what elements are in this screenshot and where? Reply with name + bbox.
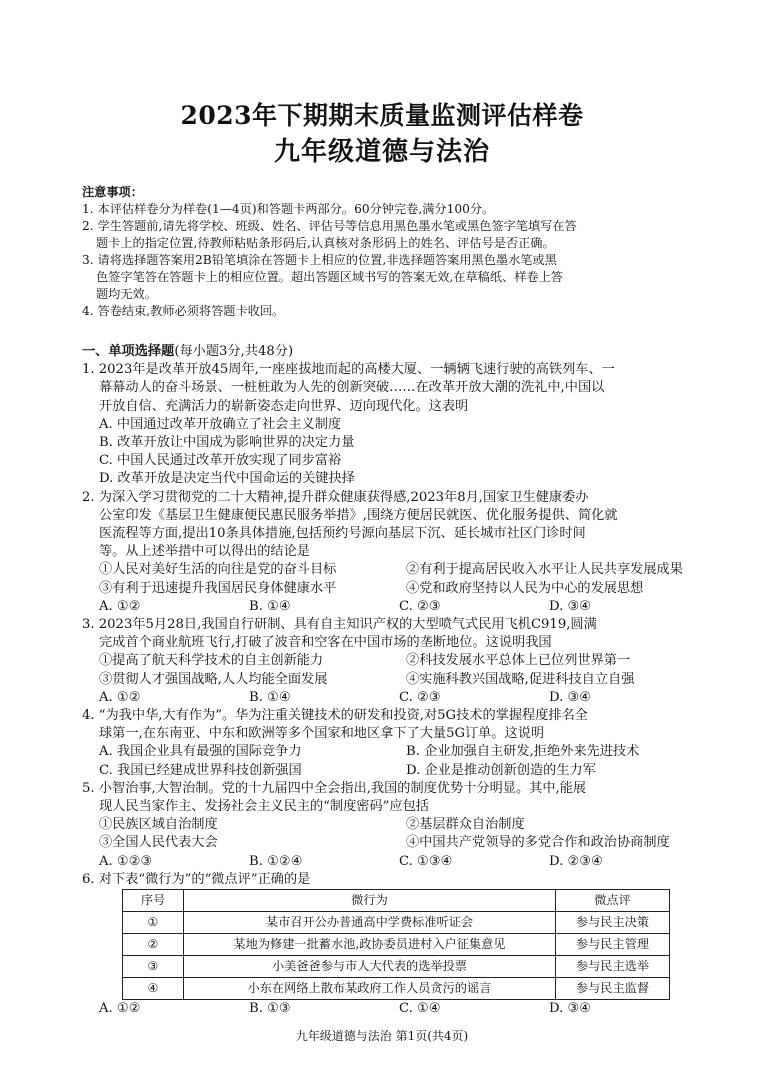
statement: ①民族区域自治制度 bbox=[99, 817, 218, 833]
question-stem: 等。从上述举措中可以得出的结论是 bbox=[99, 544, 310, 560]
statement-row bbox=[82, 580, 694, 598]
option-c: C. ②③ bbox=[399, 689, 441, 705]
statement: ①人民对美好生活的向往是党的奋斗目标 bbox=[99, 562, 337, 578]
table-cell: 参与民主选举 bbox=[556, 956, 670, 978]
exam-title: 2023年下期期末质量监测评估样卷 bbox=[180, 101, 584, 130]
options-row bbox=[82, 762, 694, 780]
statement-row bbox=[82, 561, 694, 579]
question-stem: 3. 2023年5月28日,我国自行研制、具有自主知识产权的大型喷气式民用飞机C919,圆满 bbox=[82, 617, 597, 633]
question-stem: 幕幕动人的奋斗场景、一桩桩敢为人先的创新突破……在改革开放大潮的洗礼中,中国以 bbox=[99, 380, 605, 396]
statement-row bbox=[82, 671, 694, 689]
options-row bbox=[82, 598, 694, 616]
table-cell: 某地为修建一批蓄水池,政协委员进村入户征集意见 bbox=[184, 934, 556, 956]
option-b: B. ①②④ bbox=[249, 853, 303, 869]
question-5 bbox=[82, 780, 694, 871]
statement: ④中国共产党领导的多党合作和政治协商制度 bbox=[406, 835, 670, 851]
question-6 bbox=[82, 871, 694, 1018]
options-row bbox=[82, 853, 694, 871]
table-cell: ② bbox=[123, 934, 184, 956]
table-cell: 参与民主决策 bbox=[556, 912, 670, 934]
option-b: B. 改革开放让中国成为影响世界的决定力量 bbox=[99, 435, 355, 451]
question-stem: 开放自信、充满活力的崭新姿态走向世界、迈向现代化。这表明 bbox=[99, 398, 469, 414]
option-c: C. 我国已经建成世界科技创新强国 bbox=[99, 762, 302, 778]
section-title: 一、单项选择题(每小题3分,共48分) bbox=[82, 344, 294, 359]
question-stem: 医流程等方面,提出10条具体措施,包括预约号源向基层下沉、延长城市社区门诊时间 bbox=[99, 526, 586, 542]
table-cell: ① bbox=[123, 912, 184, 934]
notice-block bbox=[82, 184, 692, 320]
table-header: 微点评 bbox=[556, 890, 670, 912]
option-a: A. ①② bbox=[99, 1001, 141, 1017]
option-a: A. ①② bbox=[99, 598, 141, 614]
statement: ①提高了航天科学技术的自主创新能力 bbox=[99, 653, 324, 669]
notice-item-cont: 题均无效。 bbox=[96, 287, 157, 301]
table-cell: 某市召开公办普通高中学费标准听证会 bbox=[184, 912, 556, 934]
table-cell: 参与民主管理 bbox=[556, 934, 670, 956]
option-d: D. ③④ bbox=[549, 689, 592, 705]
notice-item-cont: 色签字笔答在答题卡上的相应位置。超出答题区域书写的答案无效,在草稿纸、样卷上答 bbox=[96, 270, 563, 284]
statement: ④实施科教兴国战略,促进科技自立自强 bbox=[406, 671, 635, 687]
options-row bbox=[82, 689, 694, 707]
option-d: D. 改革开放是决定当代中国命运的关键抉择 bbox=[99, 471, 355, 487]
statement-row bbox=[82, 816, 694, 834]
options-row bbox=[82, 1000, 694, 1018]
table-cell: 小东在网络上散布某政府工作人员贪污的谣言 bbox=[184, 978, 556, 1000]
question-3 bbox=[82, 616, 694, 707]
options-row bbox=[82, 743, 694, 761]
table-header-row bbox=[123, 890, 670, 912]
table-cell: 小美爸爸参与市人大代表的选举投票 bbox=[184, 956, 556, 978]
option-b: B. ①④ bbox=[249, 689, 291, 705]
option-c: C. ①③④ bbox=[399, 853, 453, 869]
question-stem: 球第一,在东南亚、中东和欧洲等多个国家和地区拿下了大量5G订单。这说明 bbox=[99, 726, 545, 742]
notice-item: 3. 请将选择题答案用2B铅笔填涂在答题卡上相应的位置,非选择题答案用黑色墨水笔或黑 bbox=[82, 253, 557, 267]
table-cell: ④ bbox=[123, 978, 184, 1000]
notice-item: 2. 学生答题前,请先将学校、班级、姓名、评估号等信息用黑色墨水笔或黑色签字笔填写在答 bbox=[82, 219, 577, 233]
option-a: A. 我国企业具有最强的国际竞争力 bbox=[99, 744, 302, 760]
notice-item-cont: 题卡上的指定位置,待教师粘贴条形码后,认真核对条形码上的姓名、评估号是否正确。 bbox=[96, 236, 555, 250]
question-stem: 完成首个商业航班飞行,打破了波音和空客在中国市场的垄断地位。这说明我国 bbox=[99, 635, 552, 651]
table-row bbox=[123, 912, 670, 934]
micro-behavior-table bbox=[122, 889, 670, 1000]
option-a: A. ①② bbox=[99, 689, 141, 705]
statement: ②科技发展水平总体上已位列世界第一 bbox=[406, 653, 631, 669]
table-row bbox=[123, 934, 670, 956]
statement: ③贯彻人才强国战略,人人均能全面发展 bbox=[99, 671, 328, 687]
question-stem: 公室印发《基层卫生健康便民惠民服务举措》,围绕方便居民就医、优化服务提供、简化就 bbox=[99, 507, 618, 523]
option-b: B. ①④ bbox=[249, 598, 291, 614]
question-2 bbox=[82, 489, 694, 616]
question-stem: 6. 对下表“微行为”的“微点评”正确的是 bbox=[82, 871, 311, 887]
option-c: C. ①④ bbox=[399, 1001, 441, 1017]
option-a: A. ①②③ bbox=[99, 853, 153, 869]
question-stem: 4. “为我中华,大有作为”。华为注重关键技术的研发和投资,对5G技术的掌握程度排名全 bbox=[82, 708, 588, 724]
questions bbox=[82, 343, 694, 1018]
table-row bbox=[123, 956, 670, 978]
option-c: C. ②③ bbox=[399, 598, 441, 614]
table-cell: 参与民主监督 bbox=[556, 978, 670, 1000]
option-d: D. ③④ bbox=[549, 598, 592, 614]
question-stem: 1. 2023年是改革开放45周年,一座座拔地而起的高楼大厦、一辆辆飞速行驶的高铁列车、一 bbox=[82, 362, 615, 378]
table-header: 微行为 bbox=[184, 890, 556, 912]
notice-item: 1. 本评估样卷分为样卷(1—4页)和答题卡两部分。60分钟完卷,满分100分。 bbox=[82, 202, 495, 216]
table-cell: ③ bbox=[123, 956, 184, 978]
page-footer: 九年级道德与法治 第1页(共4页) bbox=[295, 1029, 469, 1043]
table-row bbox=[123, 978, 670, 1000]
question-stem: 现人民当家作主、发扬社会主义民主的“制度密码”应包括 bbox=[99, 799, 429, 815]
question-stem: 2. 为深入学习贯彻党的二十大精神,提升群众健康获得感,2023年8月,国家卫生健康委办 bbox=[82, 489, 589, 505]
option-b: B. 企业加强自主研发,拒绝外来先进技术 bbox=[406, 744, 640, 760]
question-4 bbox=[82, 707, 694, 780]
exam-subject-title: 九年级道德与法治 bbox=[273, 137, 490, 167]
notice-heading: 注意事项： bbox=[82, 185, 143, 199]
option-d: D. ③④ bbox=[549, 1001, 592, 1017]
statement: ③有利于迅速提升我国居民身体健康水平 bbox=[99, 580, 337, 596]
statement: ③全国人民代表大会 bbox=[99, 835, 218, 851]
notice-item: 4. 答卷结束,教师必须将答题卡收回。 bbox=[82, 304, 285, 318]
option-b: B. ①③ bbox=[249, 1001, 291, 1017]
section-note: (每小题3分,共48分) bbox=[174, 344, 294, 359]
question-1 bbox=[82, 361, 694, 488]
question-stem: 5. 小智治事,大智治制。党的十九届四中全会指出,我国的制度优势十分明显。其中,能展 bbox=[82, 780, 587, 796]
statement: ④党和政府坚持以人民为中心的发展思想 bbox=[406, 580, 644, 596]
statement: ②有利于提高居民收入水平让人民共享发展成果 bbox=[406, 562, 683, 578]
option-a: A. 中国通过改革开放确立了社会主义制度 bbox=[99, 416, 342, 432]
option-c: C. 中国人民通过改革开放实现了同步富裕 bbox=[99, 453, 342, 469]
table-header: 序号 bbox=[123, 890, 184, 912]
option-d: D. 企业是推动创新创造的生力军 bbox=[406, 762, 596, 778]
option-d: D. ②③④ bbox=[549, 853, 603, 869]
statement-row bbox=[82, 834, 694, 852]
statement-row bbox=[82, 652, 694, 670]
statement: ②基层群众自治制度 bbox=[406, 817, 525, 833]
